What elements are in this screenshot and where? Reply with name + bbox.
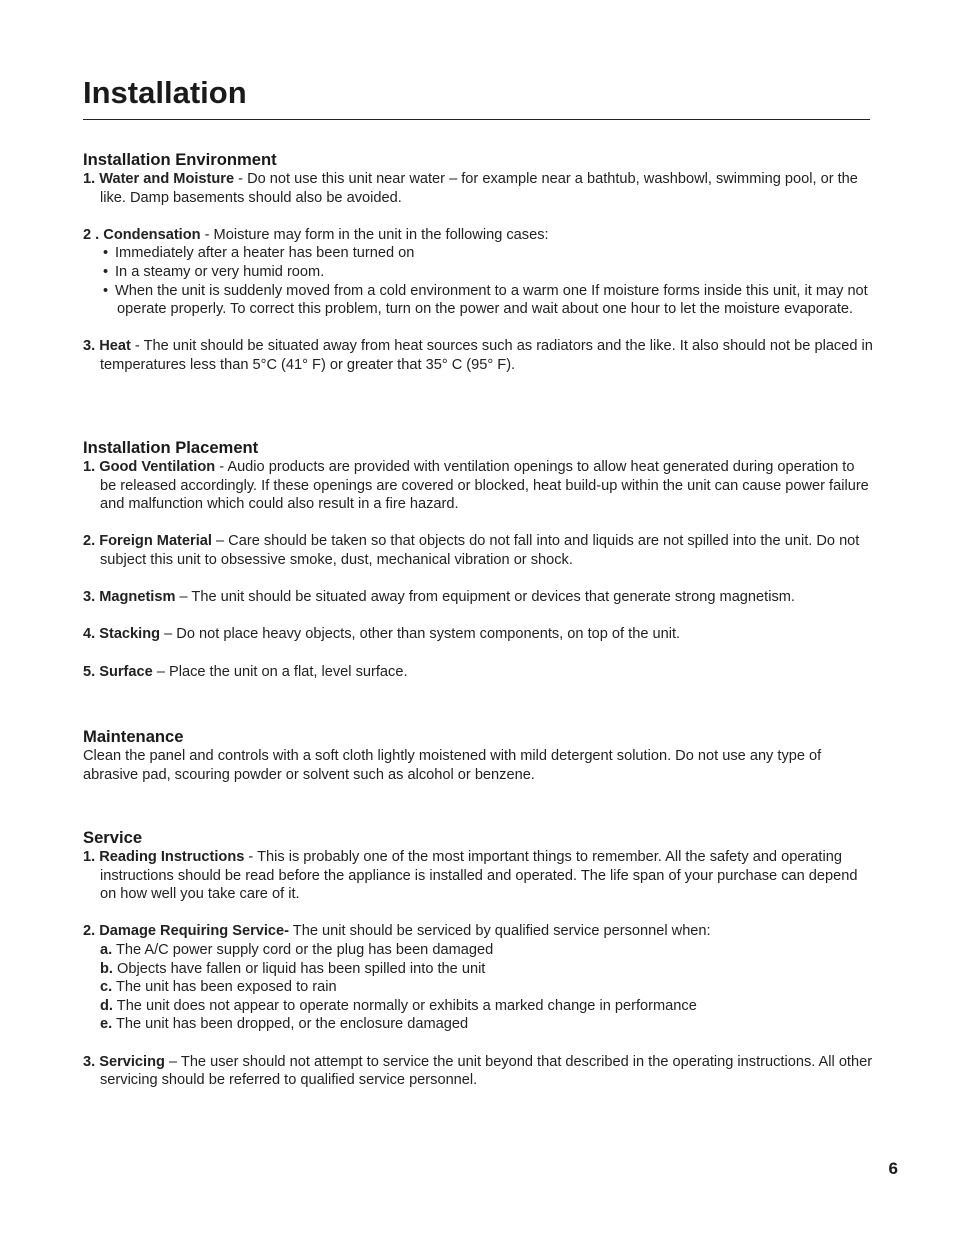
item-text: – The unit should be situated away from equipment or devices that generate strong magnetism. [175, 589, 795, 606]
bullet-icon: • [103, 263, 109, 280]
item-stacking [83, 625, 873, 644]
section-installation-environment [83, 150, 873, 375]
bullet-icon: • [103, 282, 109, 299]
list-item: • Immediately after a heater has been turned on [103, 245, 415, 262]
item-text: – Place the unit on a flat, level surface. [152, 663, 408, 680]
list-item: • In a steamy or very humid room. [103, 263, 325, 280]
item-text: - Do not use this unit near water – for example near a bathtub, washbowl, swimming pool, or the like. Damp basements should also be avoided. [100, 171, 858, 206]
item-text: The unit should be serviced by qualified service personnel when: [289, 923, 711, 940]
item-label: 1. Water and Moisture [83, 171, 235, 187]
bullet-icon: • [103, 245, 109, 262]
item-water-and-moisture [83, 170, 873, 207]
list-item: e. The unit has been dropped, or the enclosure damaged [100, 1016, 469, 1033]
item-text: - This is probably one of the most important things to remember. All the safety and operating instructions should be read before the appliance is installed and operated. The life span of your purchase can depend on how well you take care of it. [100, 849, 858, 903]
list-item: a. The A/C power supply cord or the plug has been damaged [100, 941, 494, 958]
section-installation-placement [83, 438, 873, 681]
list-item: • When the unit is suddenly moved from a cold environment to a warm one If moisture forms inside this unit, it may not operate properly. To correct this problem, turn on the power and wait about one hour to let the moisture evaporate. [103, 282, 868, 318]
item-servicing [83, 1053, 873, 1090]
item-heat [83, 337, 873, 374]
list-item: d. The unit does not appear to operate normally or exhibits a marked change in performance [100, 997, 697, 1014]
item-damage-requiring-service [83, 922, 873, 1034]
item-label: 3. Heat [83, 338, 131, 355]
title-divider [83, 119, 870, 120]
item-surface [83, 663, 873, 682]
item-label: 5. Surface [83, 663, 153, 680]
section-title: Service [83, 828, 143, 847]
condensation-case-list [83, 244, 873, 318]
item-text: – Do not place heavy objects, other than system components, on top of the unit. [160, 626, 681, 643]
page-number: 6 [888, 1159, 898, 1178]
item-text: - Audio products are provided with ventilation openings to allow heat generated during operation to be released accordingly. If these openings are covered or blocked, heat build-up within the unit can cause power failure and malfunction which could also result in a fire hazard. [100, 459, 869, 513]
item-text: – The user should not attempt to service the unit beyond that described in the operating instructions. All other servicing should be referred to qualified service personnel. [100, 1053, 873, 1089]
item-reading-instructions [83, 848, 873, 904]
list-item: b. Objects have fallen or liquid has been spilled into the unit [100, 960, 486, 977]
section-maintenance [83, 727, 873, 784]
item-label: 2. Foreign Material [83, 533, 212, 550]
item-foreign-material [83, 532, 873, 569]
item-text: - Moisture may form in the unit in the following cases: [200, 226, 549, 243]
damage-case-list [83, 941, 873, 1034]
section-title: Installation Environment [83, 150, 277, 169]
item-label: 4. Stacking [83, 626, 161, 643]
item-text: – Care should be taken so that objects do not fall into and liquids are not spilled into the unit. Do not subject this unit to obsessive smoke, dust, mechanical vibration or shock. [100, 533, 860, 568]
item-text: - The unit should be situated away from heat sources such as radiators and the like. It also should not be placed in temperatures less than 5°C (41° F) or greater that 35° C (95° F). [100, 338, 873, 373]
item-label: 3. Servicing [83, 1053, 165, 1070]
item-good-ventilation [83, 458, 873, 514]
item-condensation [83, 226, 873, 319]
list-item: c. The unit has been exposed to rain [100, 979, 337, 996]
item-label: 2. Damage Requiring Service- [83, 923, 290, 940]
item-label: 1. Good Ventilation [83, 459, 216, 475]
section-service [83, 828, 873, 1090]
item-magnetism [83, 588, 873, 607]
maintenance-text: Clean the panel and controls with a soft cloth lightly moistened with mild detergent solution. Do not use any type of abrasive pad, scouring powder or solvent such as alcohol or benzene. [83, 748, 822, 783]
section-title: Maintenance [83, 727, 184, 746]
item-label: 1. Reading Instructions [83, 849, 245, 865]
section-title: Installation Placement [83, 438, 259, 457]
item-label: 2 . Condensation [83, 226, 201, 243]
item-label: 3. Magnetism [83, 589, 176, 606]
page-title: Installation [83, 75, 247, 110]
